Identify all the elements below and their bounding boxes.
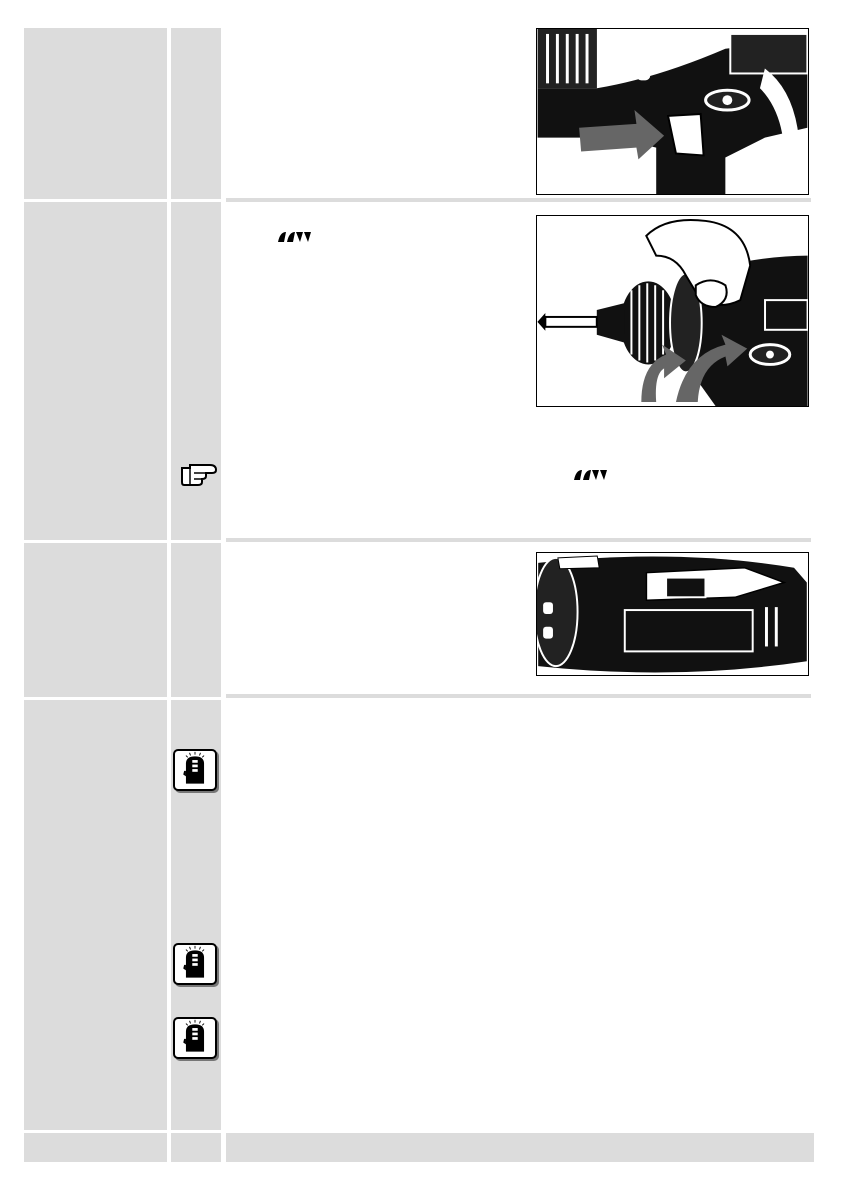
caution-head-icon (173, 943, 217, 985)
footer-strip (226, 1133, 814, 1162)
pointing-hand-icon (180, 462, 218, 488)
sidebar-separator (24, 540, 221, 543)
section-rule (226, 538, 811, 542)
sidebar-separator (24, 1130, 221, 1133)
section-rule (226, 694, 811, 698)
drill-trigger-illustration (536, 28, 809, 195)
section-rule (226, 198, 811, 202)
caution-head-icon (173, 749, 217, 791)
drill-top-battery-illustration (536, 552, 809, 676)
sidebar-separator (24, 199, 221, 202)
drill-speed-glyph (276, 230, 312, 244)
drill-chuck-hand-illustration (536, 215, 809, 407)
drill-speed-glyph (572, 468, 608, 482)
sidebar-separator (24, 697, 221, 700)
caution-head-icon (173, 1017, 217, 1059)
